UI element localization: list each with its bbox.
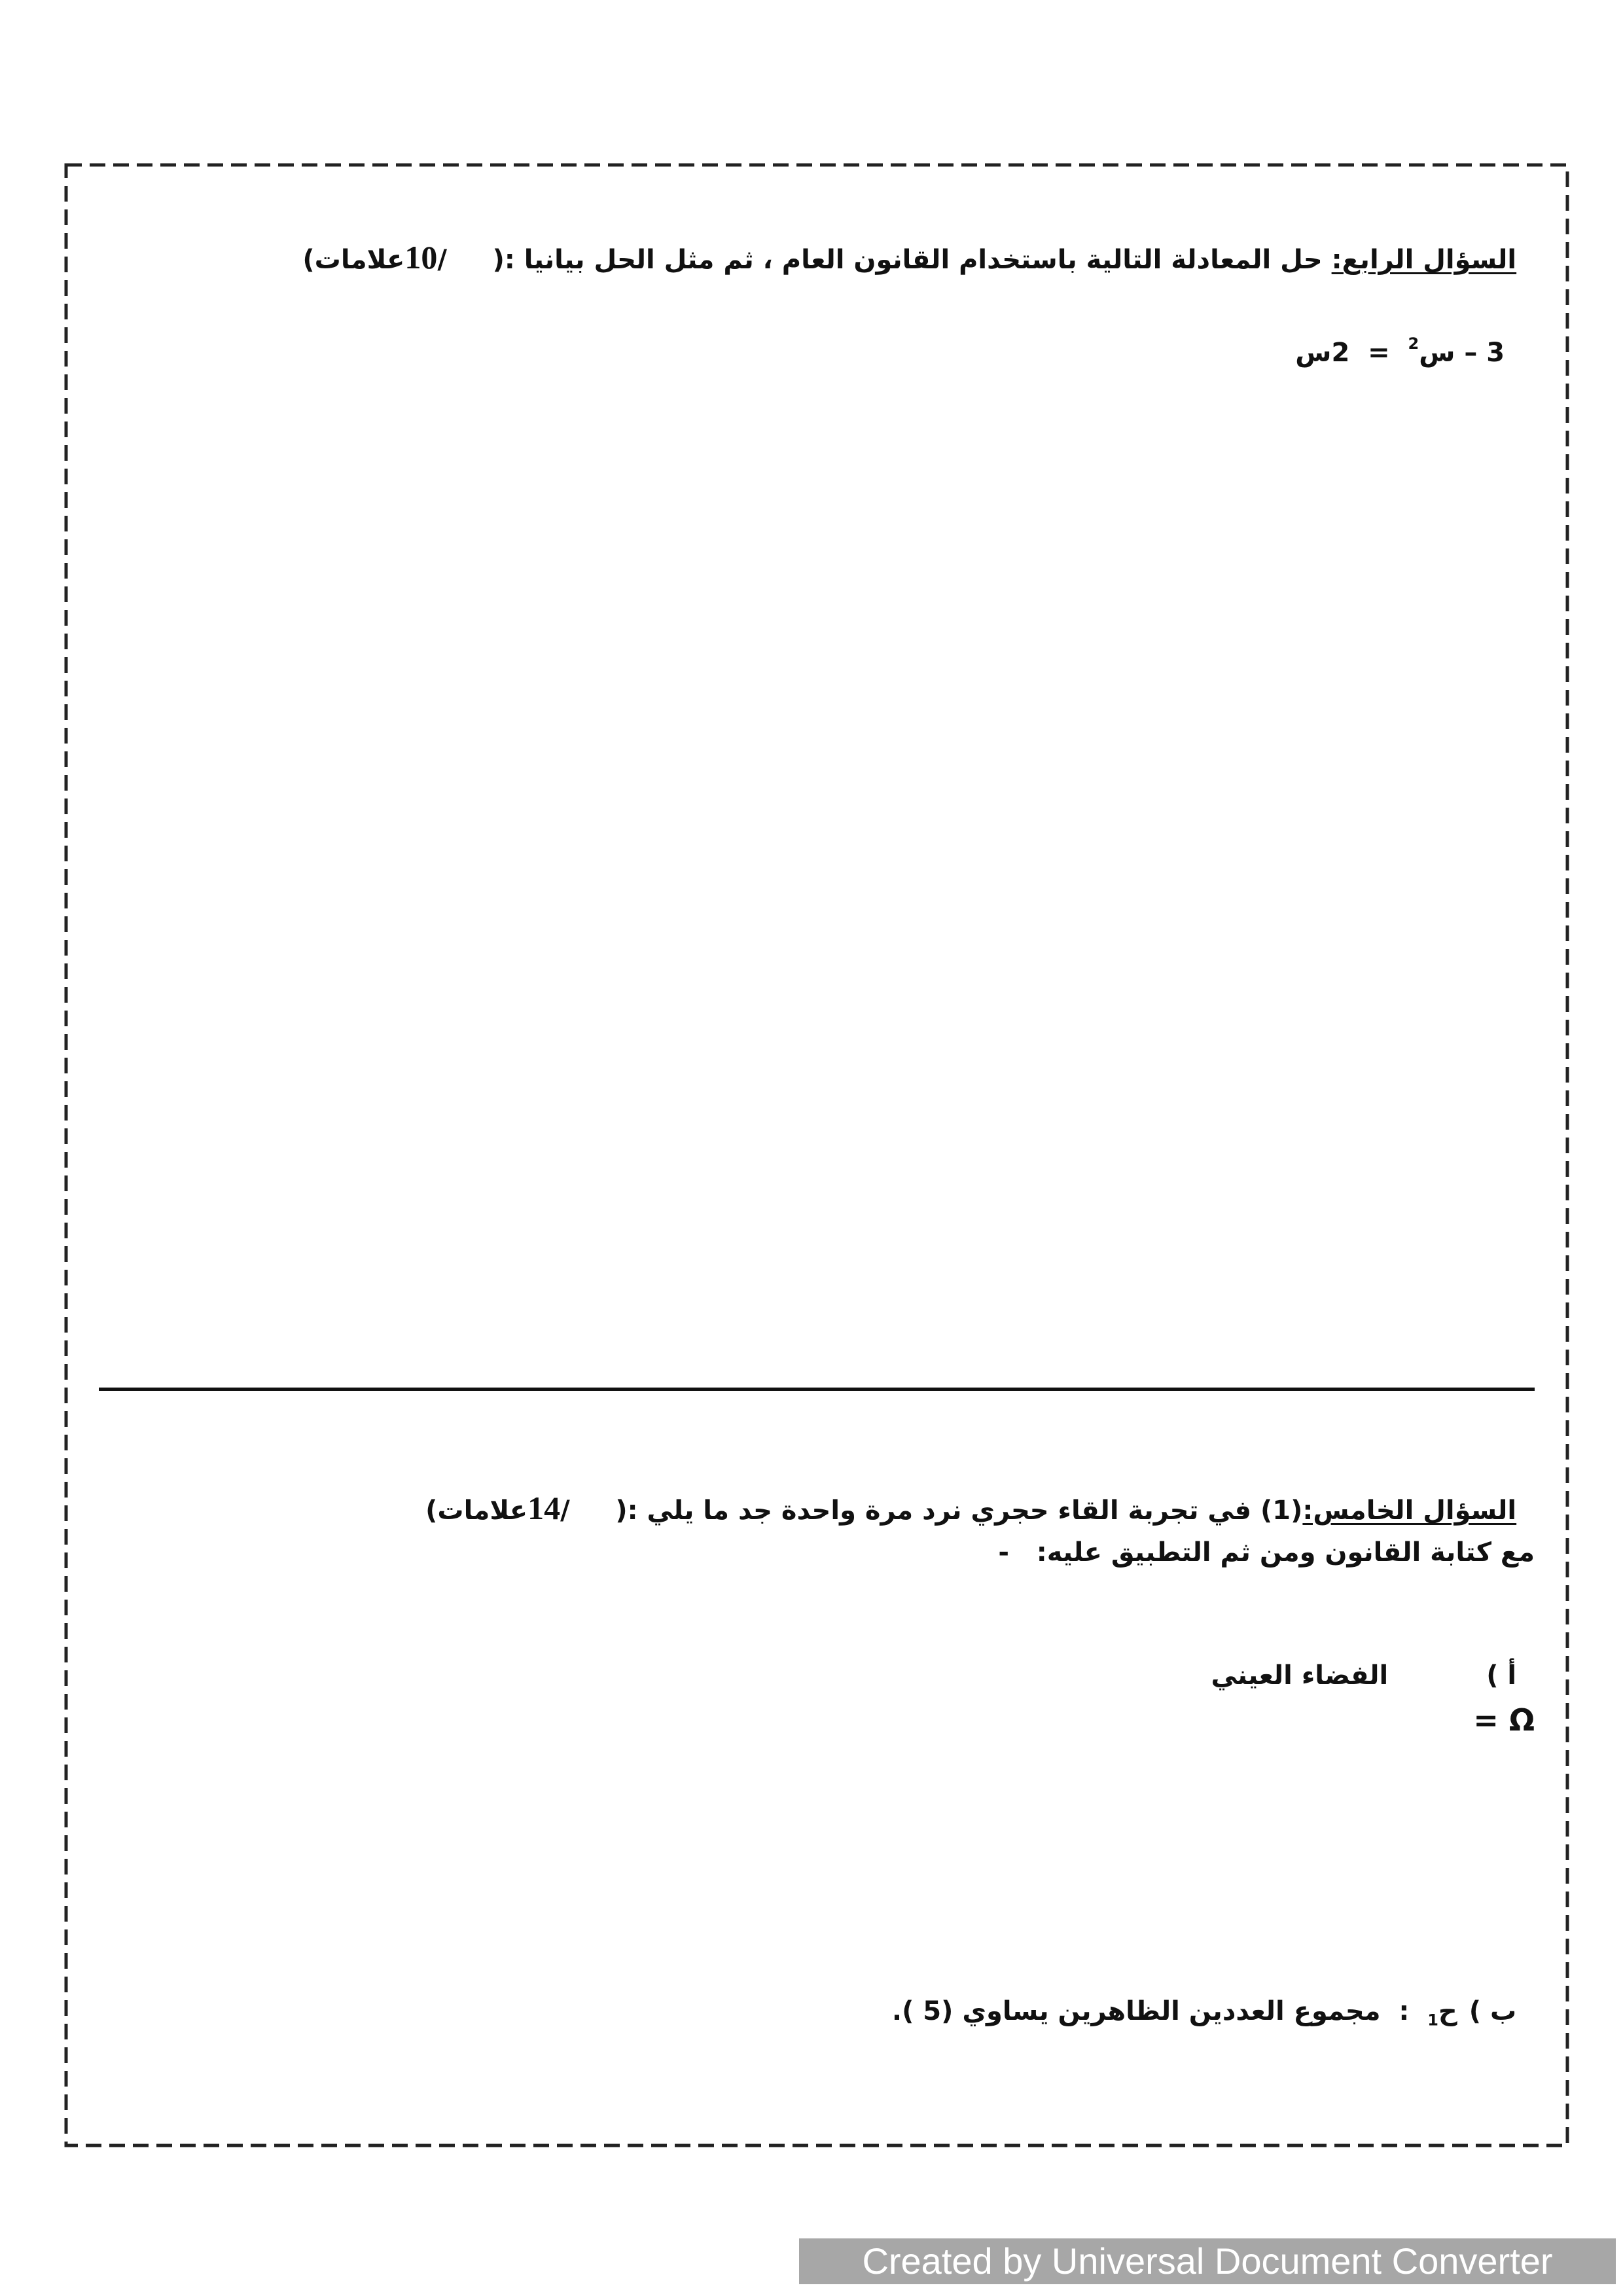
question5-text: (1) في تجربة القاء حجري نرد مرة واحدة جد ما يلي :( / bbox=[560, 1496, 1303, 1526]
question5-heading bbox=[98, 1449, 1535, 1530]
equation-right-part: = 2س bbox=[1295, 338, 1408, 368]
question5-marks-word: علامات) bbox=[425, 1496, 528, 1526]
part-a-marker: أ ) bbox=[1486, 1660, 1517, 1691]
part-b-event-subscript: 1 bbox=[1427, 2011, 1438, 2030]
question5-part-b bbox=[98, 1952, 1535, 2039]
part-a-text: الفضاء العيني bbox=[1211, 1660, 1389, 1691]
question4-label: السؤال الرابع: bbox=[1331, 245, 1517, 275]
question5-instruction: مع كتابة القانون ومن ثم التطبيق عليه: - bbox=[998, 1537, 1535, 1568]
equation-exponent: 2 bbox=[1408, 334, 1419, 353]
section-divider bbox=[99, 1388, 1535, 1391]
question5-label: السؤال الخامس: bbox=[1302, 1496, 1517, 1526]
question4-marks-word: علامات) bbox=[302, 245, 405, 275]
part-b-text: : مجموع العددين الظاهرين يساوي (5 ). bbox=[891, 1996, 1428, 2026]
question4-text: حل المعادلة التالية باستخدام القانون العام ، ثم مثل الحل بيانيا :( / bbox=[437, 245, 1332, 275]
converter-watermark: Created by Universal Document Converter bbox=[799, 2238, 1616, 2284]
question5-part-a bbox=[98, 1617, 1535, 1695]
question4-heading bbox=[98, 198, 1535, 279]
part-b-marker: ب ) bbox=[1469, 1996, 1517, 2026]
equation-left-part: 3 – س bbox=[1419, 338, 1505, 368]
question4-equation bbox=[98, 285, 1523, 372]
part-b-event: ح bbox=[1438, 1996, 1457, 2026]
question4-marks-number: 10 bbox=[404, 239, 438, 276]
sample-space-answer: Ω = bbox=[1473, 1702, 1535, 1738]
question5-marks-number: 14 bbox=[527, 1490, 561, 1526]
